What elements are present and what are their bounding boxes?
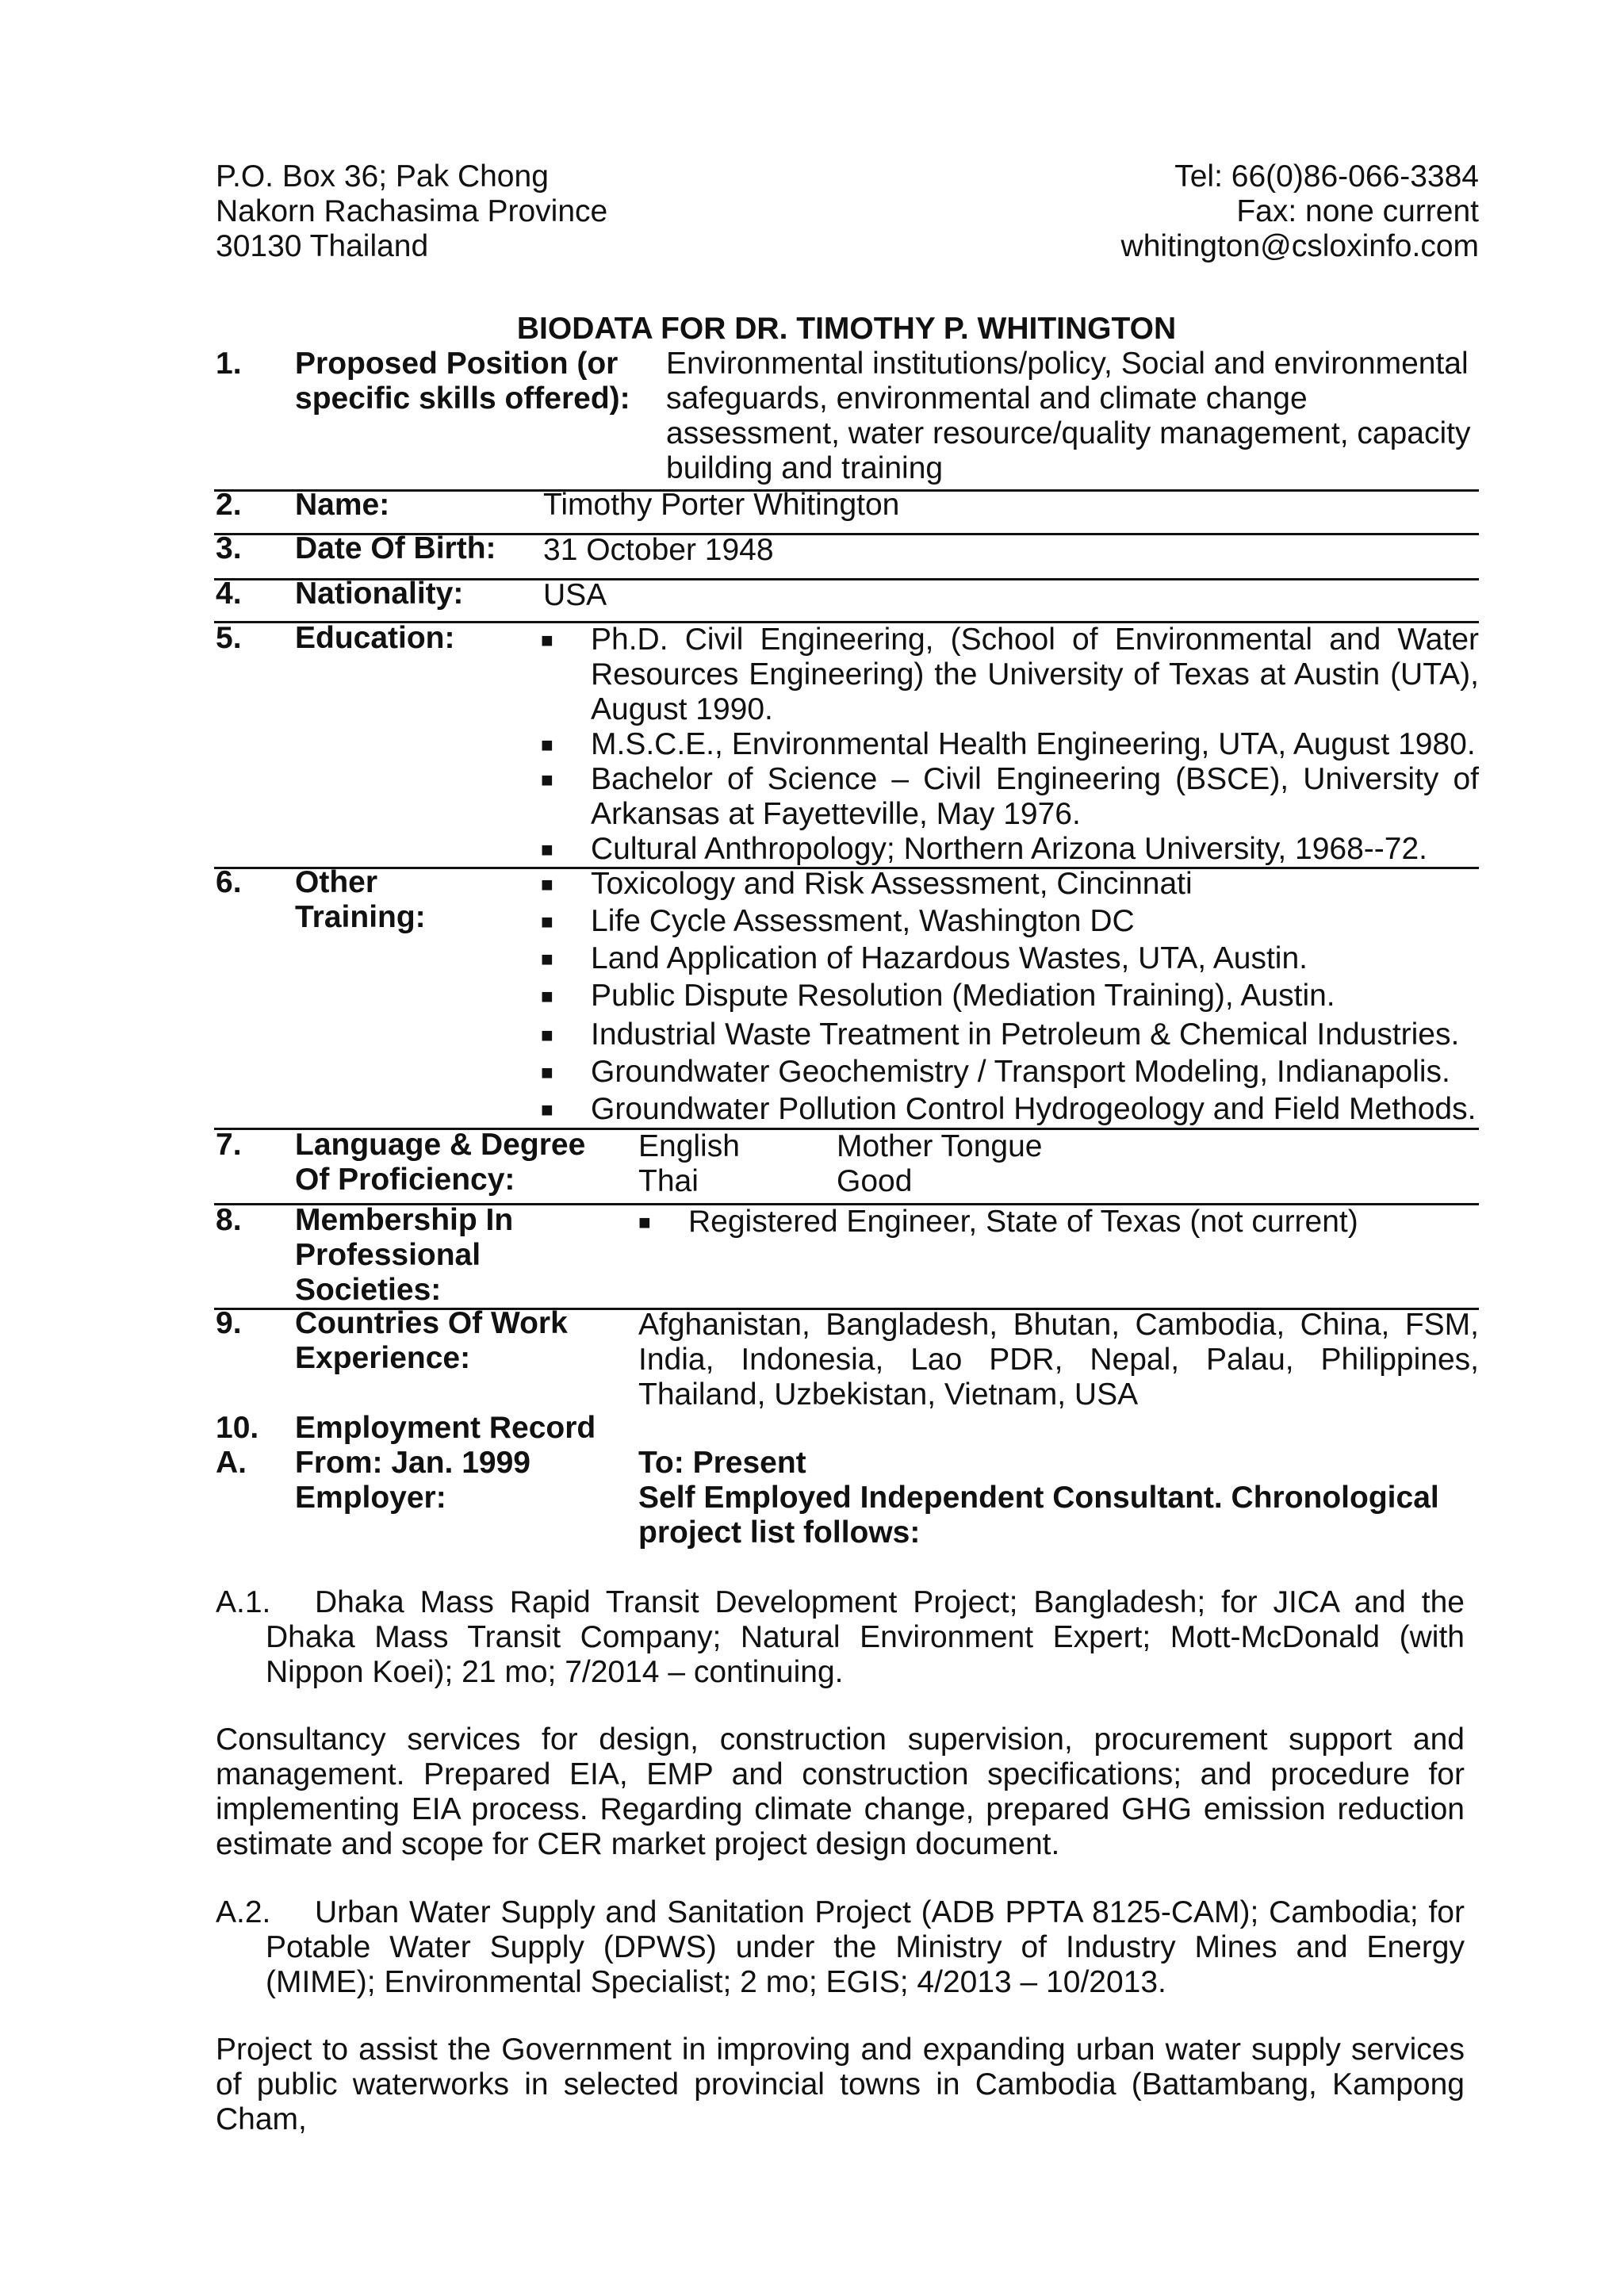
row-number: 6.: [216, 865, 242, 899]
nationality-label: Nationality:: [295, 577, 464, 611]
language-label: Language & Degree Of Proficiency:: [295, 1128, 586, 1197]
address-line: 30130 Thailand: [216, 229, 429, 263]
bullet-icon: ■: [541, 984, 553, 1008]
row-number: 9.: [216, 1306, 242, 1340]
bullet-icon: ■: [541, 910, 553, 933]
list-item: Toxicology and Risk Assessment, Cincinnati: [591, 867, 1193, 901]
countries-label: Countries Of Work Experience:: [295, 1306, 568, 1375]
language-level: Good: [837, 1164, 913, 1198]
row-number: 7.: [216, 1128, 242, 1162]
row-number: 4.: [216, 577, 242, 611]
list-item: Industrial Waste Treatment in Petroleum & Chemical Industries.: [591, 1017, 1460, 1052]
language-name: Thai: [638, 1164, 699, 1198]
language-name: English: [638, 1129, 740, 1163]
page-title: BIODATA FOR DR. TIMOTHY P. WHITINGTON: [516, 312, 1177, 346]
email[interactable]: whitington@csloxinfo.com: [1120, 229, 1479, 263]
nationality-value: USA: [543, 578, 607, 612]
employment-record-label: Employment Record: [295, 1411, 596, 1445]
proposed-position-value: Environmental institutions/policy, Social and environmental safeguards, environmental and climate change assessment, water resource/quality management, capacity building and training: [666, 347, 1471, 485]
bullet-icon: ■: [541, 733, 553, 757]
project-number: A.2.: [216, 1895, 271, 1929]
other-training-label: Other Training:: [295, 865, 426, 934]
bullet-icon: ■: [541, 837, 553, 861]
name-value: Timothy Porter Whitington: [543, 488, 900, 522]
bullet-icon: ■: [541, 872, 553, 896]
bullet-icon: ■: [638, 1210, 651, 1234]
list-item: Cultural Anthropology; Northern Arizona University, 1968--72.: [591, 832, 1427, 866]
list-item: Groundwater Geochemistry / Transport Modeling, Indianapolis.: [591, 1055, 1450, 1089]
row-number: 3.: [216, 531, 242, 565]
row-number: 5.: [216, 621, 242, 655]
project-title: Dhaka Mass Rapid Transit Development Project; Bangladesh; for JICA and the Dhaka Mass Transit Company; Natural Environment Expert; Mott-McDonald (with Nippon Koei); 21 mo; 7/2014 – continuing.: [266, 1585, 1465, 1689]
bullet-icon: ■: [541, 947, 553, 971]
education-label: Education:: [295, 621, 455, 655]
row-number: 8.: [216, 1203, 242, 1237]
membership-label: Membership In Professional Societies:: [295, 1203, 514, 1307]
bullet-icon: ■: [541, 1098, 553, 1121]
bullet-icon: ■: [541, 628, 553, 652]
bullet-icon: ■: [541, 1060, 553, 1084]
countries-value: Afghanistan, Bangladesh, Bhutan, Cambodia, China, FSM, India, Indonesia, Lao PDR, Nepal, Palau, Philippines, Thailand, Uzbekistan, Vietnam, USA: [638, 1308, 1479, 1412]
employer-label: Employer:: [295, 1481, 446, 1515]
bullet-icon: ■: [541, 768, 553, 791]
employment-sub-number: A.: [216, 1446, 247, 1480]
employment-to: To: Present: [638, 1446, 806, 1480]
project-description: Project to assist the Government in improving and expanding urban water supply services of public waterworks in selected provincial towns in Cambodia (Battambang, Kampong Cham,: [216, 2033, 1465, 2136]
list-item: Public Dispute Resolution (Mediation Training), Austin.: [591, 979, 1335, 1013]
project-description: Consultancy services for design, construction supervision, procurement support and management. Prepared EIA, EMP and construction specifications; and procedure for implementing EIA process. Regarding climate change, prepared GHG emission reduction estimate and scope for CER market project design document.: [216, 1722, 1465, 1861]
fax: Fax: none current: [1236, 194, 1479, 228]
list-item: Ph.D. Civil Engineering, (School of Environmental and Water Resources Engineering) the University of Texas at Austin (UTA), August 1990.: [591, 623, 1479, 726]
list-item: Groundwater Pollution Control Hydrogeology and Field Methods.: [591, 1092, 1477, 1126]
list-item: Life Cycle Assessment, Washington DC: [591, 904, 1135, 938]
date-of-birth-label: Date Of Birth:: [295, 531, 496, 565]
contact-block: [845, 159, 1479, 264]
project-number: A.1.: [216, 1585, 271, 1619]
proposed-position-label: Proposed Position (or specific skills offered):: [295, 347, 630, 416]
phone: Tel: 66(0)86-066-3384: [1174, 159, 1479, 193]
row-number: 10.: [216, 1411, 259, 1445]
list-item: M.S.C.E., Environmental Health Engineering, UTA, August 1980.: [591, 727, 1476, 761]
project-title: Urban Water Supply and Sanitation Project (ADB PPTA 8125-CAM); Cambodia; for Potable Water Supply (DPWS) under the Ministry of Industry Mines and Energy (MIME); Environmental Specialist; 2 mo; EGIS; 4/2013 – 10/2013.: [266, 1895, 1465, 1999]
row-number: 2.: [216, 488, 242, 522]
address-line: P.O. Box 36; Pak Chong: [216, 159, 549, 193]
employment-from: From: Jan. 1999: [295, 1446, 530, 1480]
list-item: Registered Engineer, State of Texas (not current): [688, 1205, 1358, 1239]
address-line: Nakorn Rachasima Province: [216, 194, 608, 228]
row-number: 1.: [216, 347, 242, 381]
bullet-icon: ■: [541, 1023, 553, 1047]
employer-value: Self Employed Independent Consultant. Chronological project list follows:: [638, 1481, 1439, 1550]
language-level: Mother Tongue: [837, 1129, 1043, 1163]
date-of-birth-value: 31 October 1948: [543, 533, 774, 567]
address-block: [216, 159, 850, 264]
list-item: Land Application of Hazardous Wastes, UTA, Austin.: [591, 941, 1308, 975]
name-label: Name:: [295, 488, 390, 522]
list-item: Bachelor of Science – Civil Engineering (BSCE), University of Arkansas at Fayetteville, May 1976.: [591, 762, 1479, 831]
